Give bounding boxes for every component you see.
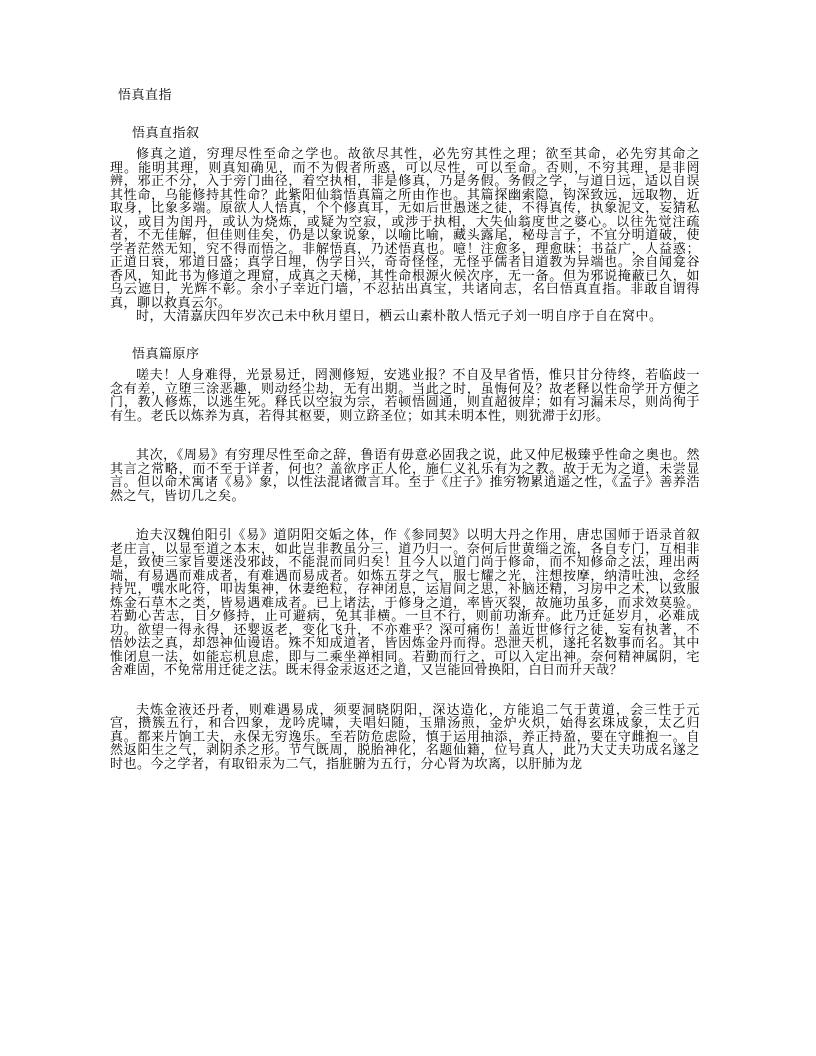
- preface-paragraph: 修真之道，穷理尽性至命之学也。故欲尽其性，必先穷其性之理；欲至其命，必先穷其命之理。能明其理，则真知确见，而不为假者所惑，可以尽性，可以至命。否则，不穷其理，是非罔辨，邪正不分，入于旁门曲径，着空执相，非是修真，乃是务假。务假之学，与道日远，适以自误其性命，乌能修持其性命？此紫阳仙翁悟真篇之所由作也。其篇探幽索隐，钩深致远，远取物，近取身，比象多端。原欲人人悟真，个个修真耳，无如后世愚迷之徒，不得真传，执象泥文，妄猜私议，或目为闺丹，或认为烧炼，或疑为空寂，或涉于执相，大失仙翁度世之婆心。以往先觉注疏者，不无佳解，但佳则佳矣，仍是以象说象，以喻比喻，藏头露尾，秘母言子，不宜分明道破，使学者茫然无知，究不得而悟之。非解悟真，乃述悟真也。噫！注愈多，理愈昧；书益广，人益惑；正道日衰，邪道日盛；真学日埋，伪学日兴，奇奇怪怪，无怪乎儒者目道教为异端也。余自闻龛谷香风，知此书为修道之理窟，成真之天梯，其性命根源火候次序，无一备。但为邪说掩蔽已久，如乌云遮日，光辉不彰。余小子幸近门墙，不忍拈出真宝，共诸同志，名曰悟真直指。非敢自谓得真，聊以救真云尔。: [110, 146, 700, 310]
- original-preface-paragraph-1: 嗟夫！人身难得，光景易迁，罔测修短，安逃业报？不自及早省悟，惟只甘分待终，若临歧一念有差，立堕三涂恶趣，则动经尘劫，无有出期。当此之时，虽悔何及？故老释以性命学开方便之门，教人修炼，以逃生死。释氏以空寂为宗，若顿悟圆通，则直超彼岸；如有习漏未尽，则尚徇于有生。老氏以炼养为真，若得其枢要，则立跻圣位；如其未明本性，则犹滞于幻形。: [110, 367, 700, 423]
- original-preface-paragraph-3: 迨夫汉魏伯阳引《易》道阴阳交姤之体，作《参同契》以明大丹之作用，唐忠国师于语录首叙老庄言，以显至道之本末，如此岂非教虽分三，道乃归一。奈何后世黄缁之流，各自专门，互相非是，致使三家旨要迷没邪歧，不能混而同归矣！且今人以道门尚于修命，而不知修命之法，理出两端，有易遇而难成者，有难遇而易成者。如炼五芽之气，服七耀之光，注想按摩，纳清吐浊，念经持咒，噀水叱符，叩齿集神，休妻绝粒，存神闭息，运眉间之思，补脑还精，习房中之术，以致服炼金石草木之类，皆易遇难成者。已上诸法，于修身之道，率皆灭裂，故施功虽多，而求效莫验。若勤心苦志，日夕修持，止可避病，免其非横。一旦不行，则前功渐弃。此乃迁延岁月，必难成功。欲望一得永得，还婴返老，变化飞升，不亦难乎？深可痛伤！盖近世修行之徒，妄有执著，不悟妙法之真，却怨神仙谩语。殊不知成道者，皆因炼金丹而得。恐泄天机，遂托名数事而名。其中惟闭息一法，如能忘机息虑，即与二乘坐禅相同。若勤而行之，可以入定出神。奈何精神属阴，宅舍难固，不免常用迁徒之法。既未得金汞返还之道，又岂能回骨换阳，白日而升天哉？: [110, 527, 700, 677]
- section-heading-original-preface: 悟真篇原序: [132, 345, 200, 361]
- document-title: 悟真直指: [118, 87, 173, 102]
- section-heading-zhizhi-preface: 悟真直指叙: [132, 124, 200, 140]
- original-preface-paragraph-4: 夫炼金液还丹者，则难遇易成，须要洞晓阴阳，深达造化，方能追二气于黄道，会三性于元宫，攒簇五行，和合四象，龙吟虎啸，夫唱妇随，玉鼎汤煎，金炉火炽，始得玄珠成象，太乙归真。都来片饷工夫，永保无穷逸乐。至若防危虑险，慎于运用抽添，养正持盈，要在守雌抱一。自然返阳生之气，剥阴杀之形。节气既周，脱胎神化，名题仙籍，位号真人，此乃大丈夫功成名遂之时也。今之学者，有取铅汞为二气，指脏腑为五行，分心肾为坎离，以肝肺为龙: [110, 701, 700, 771]
- original-preface-paragraph-2: 其次，《周易》有穷理尽性至命之辞，鲁语有毋意必固我之说，此又仲尼极臻乎性命之奥也。然其言之常略，而不至于详者，何也？盖欲序正人伦，施仁义礼乐有为之教。故于无为之道，未尝显言。但以命术寓诸《易》象，以性法混诸微言耳。至于《庄子》推穷物累逍遥之性，《孟子》善养浩然之气，皆切几之矣。: [110, 447, 700, 503]
- preface-dateline: 时，大清嘉庆四年岁次己未中秋月望日，栖云山素朴散人悟元子刘一明自序于自在窝中。: [136, 308, 663, 323]
